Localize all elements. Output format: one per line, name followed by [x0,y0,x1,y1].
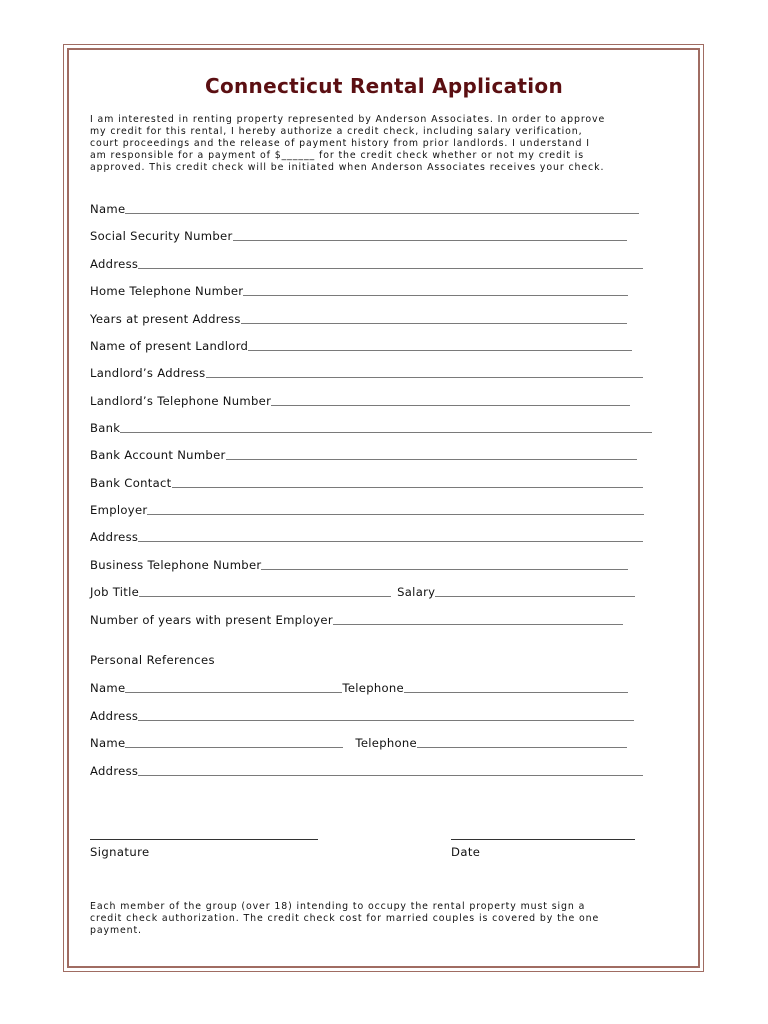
landlord-name-field[interactable] [90,337,632,353]
bank-input-line[interactable] [120,432,652,433]
reference2-address-input-line[interactable] [138,775,643,776]
bank-contact-field[interactable] [90,474,643,490]
personal-references-heading: Personal References [90,653,215,667]
footnote-paragraph [90,901,680,937]
bank-field[interactable] [90,419,652,435]
reference1-name-input-line[interactable] [125,692,342,693]
years-with-employer-input-line[interactable] [333,624,623,625]
bank-account-label: Bank Account Number [90,448,226,462]
reference1-address-field[interactable] [90,707,634,723]
date-line[interactable] [451,839,635,840]
business-phone-input-line[interactable] [261,569,628,570]
bank-account-field[interactable] [90,446,637,462]
employer-address-label: Address [90,530,139,544]
bank-label: Bank [90,421,121,435]
home-phone-field[interactable] [90,282,628,298]
reference2-name-input-line[interactable] [125,747,343,748]
intro-line: court proceedings and the release of payment history from prior landlords. I understand I [90,138,590,149]
bank-account-input-line[interactable] [226,459,637,460]
footnote-line: Each member of the group (over 18) intending to occupy the rental property must sign a [90,901,586,912]
reference1-phone-input-line[interactable] [404,692,628,693]
reference2-address-label: Address [90,764,139,778]
business-phone-field[interactable] [90,556,628,572]
ssn-input-line[interactable] [233,240,627,241]
years-with-employer-label: Number of years with present Employer [90,613,333,627]
reference1-address-label: Address [90,709,139,723]
landlord-address-label: Landlord’s Address [90,366,206,380]
landlord-address-input-line[interactable] [206,377,643,378]
reference1-address-input-line[interactable] [138,720,634,721]
intro-line: approved. This credit check will be initiated when Anderson Associates receives your check. [90,162,605,173]
ssn-field[interactable] [90,227,627,243]
reference2-phone-input-line[interactable] [417,747,627,748]
years-with-employer-field[interactable] [90,611,623,627]
reference2-address-field[interactable] [90,762,643,778]
intro-paragraph [90,114,682,174]
landlord-name-input-line[interactable] [248,350,632,351]
reference1-name-label: Name [90,681,126,695]
home-phone-label: Home Telephone Number [90,284,244,298]
reference1-phone-label: Telephone [342,681,404,695]
employer-input-line[interactable] [147,514,644,515]
date-label: Date [451,845,481,859]
landlord-phone-label: Landlord’s Telephone Number [90,394,272,408]
intro-line: my credit for this rental, I hereby authorize a credit check, including salary verification, [90,126,583,137]
reference1-name-field[interactable] [90,679,628,695]
years-at-address-label: Years at present Address [90,312,241,326]
landlord-name-label: Name of present Landlord [90,339,249,353]
intro-line: am responsible for a payment of $______ for the credit check whether or not my credit is [90,150,585,161]
landlord-phone-field[interactable] [90,392,630,408]
reference2-name-field[interactable] [90,734,627,750]
business-phone-label: Business Telephone Number [90,558,262,572]
bank-contact-label: Bank Contact [90,476,172,490]
employer-address-field[interactable] [90,528,643,544]
address-field[interactable] [90,255,643,271]
employer-label: Employer [90,503,148,517]
signature-line[interactable] [90,839,318,840]
years-at-address-field[interactable] [90,310,627,326]
footnote-line: credit check authorization. The credit check cost for married couples is covered by the one [90,913,600,924]
reference2-name-label: Name [90,736,126,750]
job-title-field[interactable] [90,583,635,599]
ssn-label: Social Security Number [90,229,233,243]
reference2-phone-label: Telephone [355,736,417,750]
signature-label: Signature [90,845,150,859]
address-label: Address [90,257,139,271]
footnote-line: payment. [90,925,142,936]
job-title-input-line[interactable] [139,596,391,597]
landlord-address-field[interactable] [90,364,643,380]
name-field[interactable] [90,200,639,216]
form-title: Connecticut Rental Application [205,74,563,98]
employer-field[interactable] [90,501,644,517]
years-at-address-input-line[interactable] [241,323,627,324]
salary-label: Salary [397,585,436,599]
bank-contact-input-line[interactable] [172,487,643,488]
name-input-line[interactable] [125,213,639,214]
salary-input-line[interactable] [435,596,635,597]
address-input-line[interactable] [138,268,643,269]
name-label: Name [90,202,126,216]
intro-line: I am interested in renting property represented by Anderson Associates. In order to approve [90,114,606,125]
home-phone-input-line[interactable] [243,295,628,296]
landlord-phone-input-line[interactable] [271,405,630,406]
employer-address-input-line[interactable] [138,541,643,542]
job-title-label: Job Title [90,585,140,599]
